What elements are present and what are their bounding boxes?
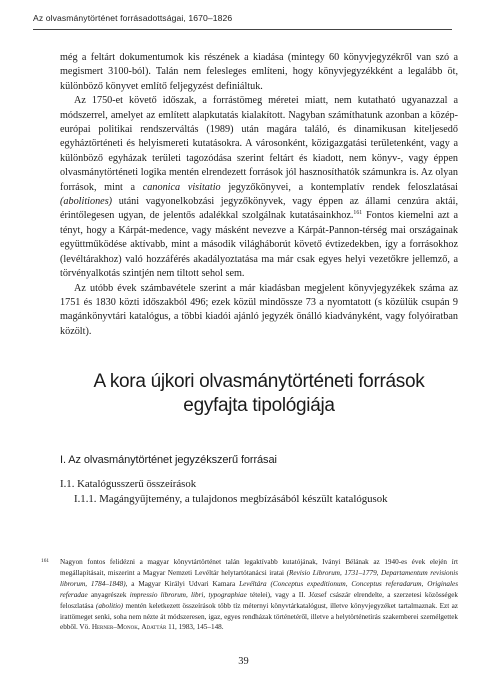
- italic-term: (abolitio): [95, 601, 124, 610]
- text-run: tételei), vagy a II. József császár elrendelte, a szerzetesi közösségek feloszlatása: [60, 590, 458, 610]
- text-run: Az 1750-et követő időszak, a forrástömeg méretei miatt, nem kutatható ugyanazzal a módszerrel, amelyet az említett alapkutatás kialakított. Nagyban számíthatunk azonban a közép-európai politikai rendszerváltás (1989) után magára találó, és dinamikusan kiteljesedő egyháztörténeti és helyismereti kutatásokra. A városonként, közigazgatási területenként, vagy a különböző egyházak területi tagozódása szerint feltárt és kiadott, nem könyv-, vagy éppen olvasmánytörténeti logika mentén elrendezett források jól hasznosíthatók számunkra is. Az olyan források, mint a: [60, 95, 458, 193]
- italic-term: (Revisio Librorum, 1731–1779, Departamentum revisionis librorum, 1784–1848): [60, 568, 458, 588]
- text-run: 11, 1983, 145–148.: [166, 623, 224, 632]
- text-run: ,: [137, 623, 142, 632]
- running-header: Az olvasmánytörténet forrásadottságai, 1670–1826: [33, 13, 233, 23]
- author-names: Herner–Monok: [91, 623, 138, 632]
- text-run: anyagrészek: [87, 590, 130, 599]
- section-title: [60, 370, 458, 418]
- footnote-text: [60, 558, 458, 631]
- series-name: Adattár: [141, 623, 167, 632]
- italic-term: Levéltára (Conceptus expeditionum, Conceptus referadarum, Originales referadae: [60, 579, 458, 599]
- header-rule: [33, 29, 452, 30]
- text-run: mentén keletkezett összeírások több tíz méternyi könyvtárkatalógust, illetve könyvjegyzéket tartalmaznak. Ezt az irattömeget senki, soha nem nézte át módszeresen, igaz, egyes rendházak történetéről, illetve a helytörténetírás szakemberei személgettek ebből. Vö.: [60, 601, 458, 632]
- footnote: [41, 557, 458, 633]
- text-run: jegyzőkönyvei, a kontemplatív rendek feloszlatásai: [220, 181, 458, 193]
- paragraph: még a feltárt dokumentumok kis részének a kiadása (mintegy 60 könyvjegyzékről van szó a megismert 3100-ból). Talán nem felesleges említeni, hogy könyvjegyzékként a legalább öt, különböző könyvet említő feljegyzést definiáltuk.: [60, 52, 458, 92]
- italic-term: impressio librorum, libri, typographiae: [129, 590, 247, 599]
- section-title-line: egyfajta tipológiája: [183, 395, 335, 416]
- paragraph: [60, 94, 458, 281]
- body-text: [60, 51, 458, 339]
- text-run: Nagyon fontos felidézni a magyar könyvtártörténet talán legaktívabb kutatójának, Iványi Bélának az 1940-es évek elején írt megállapításait, miszerint a Magyar Nemzeti Levéltár helytartótanácsi iratai: [60, 558, 458, 577]
- italic-term: (abolitiones): [60, 196, 113, 208]
- text-run: , a Magyar Királyi Udvari Kamara: [125, 579, 240, 588]
- subsection-heading: I. Az olvasmánytörténet jegyzékszerű forrásai: [60, 454, 277, 466]
- page-number: 39: [238, 656, 249, 667]
- paragraph: Az utóbb évek számbavétele szerint a már kiadásban megjelent könyvjegyzékek száma az 1751 és 1830 közti időszakból 496; ezek közül mindössze 73 a nyomtatott (s közülük csupán 9 magánkönyvtári katalógus, a többi kiadói ajánló jegyzék önálló kiadványként, vagy folyóiratban közölt).: [60, 282, 458, 337]
- footnote-reference: 161: [353, 210, 363, 217]
- subsubsubsection-heading: I.1.1. Magángyűjtemény, a tulajdonos megbízásából készült katalógusok: [74, 493, 388, 505]
- subsubsection-heading: I.1. Katalógusszerű összeírások: [60, 478, 197, 490]
- section-title-line: A kora újkori olvasmánytörténeti források: [93, 371, 425, 392]
- italic-term: canonica visitatio: [142, 181, 221, 193]
- text-run: utáni vagyonelkobzási jegyzőkönyvek, vagy éppen az állami cenzúra aktái, érintőlegesen ugyan, de jelentős adalékkal szolgálnak kutatásainkhoz.: [60, 196, 458, 222]
- text-run: Fontos kiemelni azt a tényt, hogy a Kárpát-medence, vagy másként nevezve a Kárpát-Pannon-térség mai országainak együttműködése aktívabb, mint a második világháborút követő évtizedekben, így a forrásokhoz (levéltárakhoz) való hozzáférés akadályoztatása ma már csak egyes helyi vezetőkre jellemző, a törvényalkotás szintjén nem tiltott sehol sem.: [60, 210, 458, 280]
- footnote-marker: 161: [41, 558, 50, 564]
